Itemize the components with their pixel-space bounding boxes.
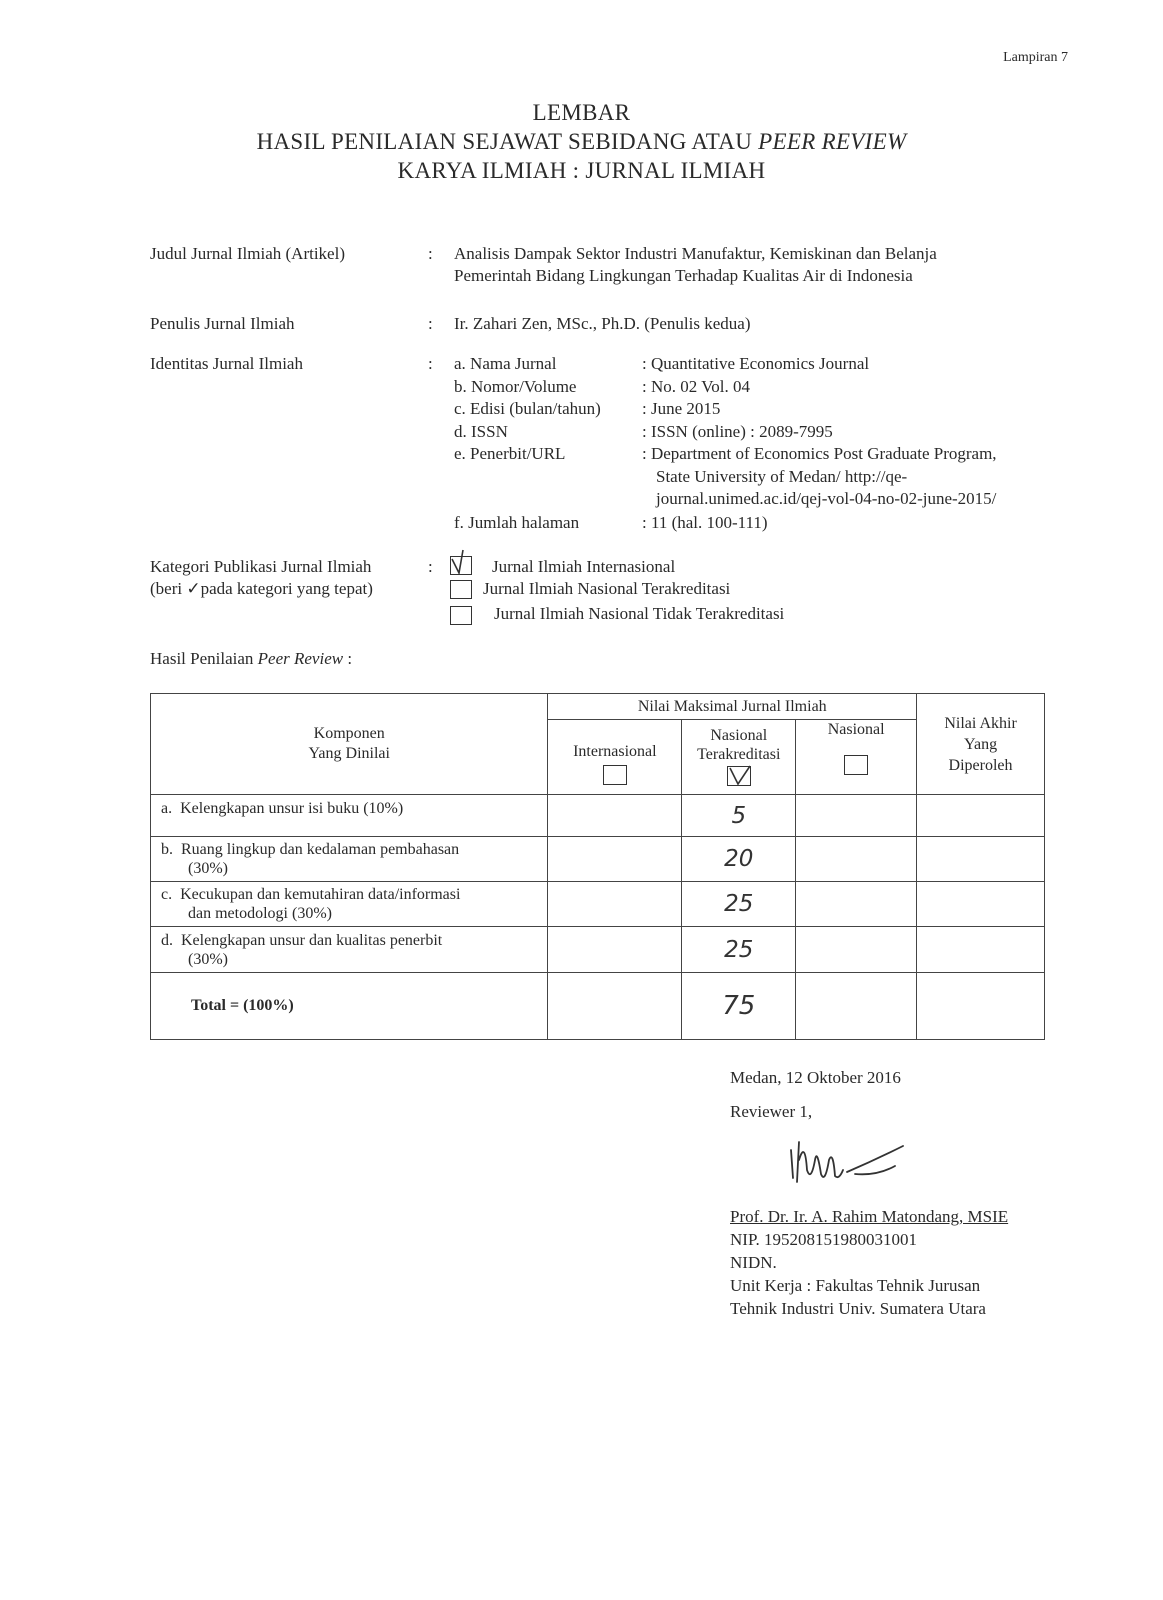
category-option-label: Jurnal Ilmiah Nasional Tidak Terakreditasi	[494, 604, 785, 623]
max-score-header: Nilai Maksimal Jurnal Ilmiah	[548, 694, 917, 720]
final-score-header-line: Nilai Akhir	[944, 714, 1017, 732]
reviewer-nidn: NIDN.	[730, 1253, 777, 1272]
row-letter: b.	[161, 841, 173, 858]
row-text: (30%)	[188, 950, 228, 968]
col-international-label: Internasional	[573, 742, 657, 760]
review-heading-italic: Peer Review	[257, 649, 344, 668]
col-accredited-label: Terakreditasi	[697, 746, 781, 763]
category-option-label: Jurnal Ilmiah Internasional	[492, 557, 676, 576]
score-value: 25	[682, 927, 796, 973]
cell-final	[917, 837, 1045, 882]
identity-item-label: e. Penerbit/URL	[454, 444, 566, 463]
title-line-3: KARYA ILMIAH : JURNAL ILMIAH	[397, 158, 766, 183]
title-line-2-italic: PEER REVIEW	[758, 129, 907, 154]
review-heading-main: Hasil Penilaian	[150, 649, 258, 668]
category-hint: (beri ✓pada kategori yang tepat)	[150, 579, 373, 598]
table-row	[151, 795, 1045, 837]
cell-international	[548, 795, 682, 837]
final-score-header-line: Diperoleh	[948, 756, 1013, 774]
reviewer-unit-line-1: Unit Kerja : Fakultas Tehnik Jurusan	[730, 1276, 981, 1295]
identity-item-label: a. Nama Jurnal	[454, 354, 557, 373]
identity-item-value: State University of Medan/ http://qe-	[656, 466, 908, 486]
colon: :	[428, 354, 433, 373]
check-mark-icon	[449, 547, 471, 575]
cell-national	[796, 837, 917, 882]
col-accredited	[682, 720, 796, 795]
component-header-line: Komponen	[313, 725, 385, 742]
cell-final	[917, 927, 1045, 973]
cell-international	[548, 837, 682, 882]
author-label: Penulis Jurnal Ilmiah	[150, 314, 295, 333]
final-score-header-line: Yang	[964, 735, 998, 753]
cell-national	[796, 882, 917, 927]
row-text: Kecukupan dan kemutahiran data/informasi	[180, 886, 461, 903]
cell-national	[796, 795, 917, 837]
row-label	[151, 795, 548, 837]
identity-item-value: : Quantitative Economics Journal	[642, 354, 870, 373]
cell-national	[796, 927, 917, 973]
row-text: Kelengkapan unsur isi buku (10%)	[180, 800, 404, 817]
col-accredited-label: Nasional	[710, 727, 768, 744]
cell-international	[548, 927, 682, 973]
national-checkbox[interactable]	[844, 755, 868, 775]
cell-final	[917, 795, 1045, 837]
col-national	[796, 720, 917, 795]
identity-label: Identitas Jurnal Ilmiah	[150, 354, 303, 373]
reviewer-unit-line-2: Tehnik Industri Univ. Sumatera Utara	[730, 1299, 986, 1318]
article-label: Judul Jurnal Ilmiah (Artikel)	[150, 244, 345, 263]
category-checkbox-not-accredited[interactable]	[450, 606, 472, 625]
title-line-1: LEMBAR	[532, 100, 631, 125]
row-letter: c.	[161, 886, 173, 903]
colon: :	[428, 557, 433, 576]
row-text: (30%)	[188, 860, 228, 877]
category-label: Kategori Publikasi Jurnal Ilmiah	[150, 557, 372, 576]
colon: :	[428, 244, 433, 263]
row-text: Ruang lingkup dan kedalaman pembahasan	[181, 841, 460, 858]
attachment-label: Lampiran 7	[1003, 50, 1068, 65]
international-checkbox[interactable]	[603, 765, 627, 785]
identity-item-label: b. Nomor/Volume	[454, 376, 577, 396]
article-title-line-2: Pemerintah Bidang Lingkungan Terhadap Kualitas Air di Indonesia	[454, 266, 913, 285]
total-label: Total = (100%)	[151, 973, 548, 1040]
total-score: 75	[682, 973, 796, 1040]
score-value: 20	[682, 837, 796, 882]
article-title-line-1: Analisis Dampak Sektor Industri Manufaktur, Kemiskinan dan Belanja	[454, 244, 937, 263]
signature-scribble	[785, 1130, 925, 1190]
cell-international	[548, 882, 682, 927]
category-checkbox-accredited[interactable]	[450, 580, 472, 599]
title-line-2	[0, 128, 1163, 155]
table-row-total	[151, 973, 1045, 1040]
author-value: Ir. Zahari Zen, MSc., Ph.D. (Penulis kedua)	[454, 314, 751, 333]
score-value: 25	[682, 882, 796, 927]
row-text: Kelengkapan unsur dan kualitas penerbit	[181, 931, 443, 949]
place-date: Medan, 12 Oktober 2016	[730, 1068, 901, 1087]
score-value: 5	[682, 795, 796, 837]
identity-item-label: c. Edisi (bulan/tahun)	[454, 399, 601, 418]
title-line-2-main: HASIL PENILAIAN SEJAWAT SEBIDANG ATAU	[256, 129, 759, 154]
identity-item-value: : No. 02 Vol. 04	[642, 376, 751, 396]
reviewer-role: Reviewer 1,	[730, 1102, 813, 1121]
cell-international	[548, 973, 682, 1040]
row-label	[151, 837, 548, 882]
accredited-checkbox[interactable]	[727, 766, 751, 786]
table-row	[151, 837, 1045, 882]
col-international	[548, 720, 682, 795]
identity-item-value: : ISSN (online) : 2089-7995	[642, 421, 833, 441]
review-heading-suffix: :	[343, 649, 353, 668]
cell-national	[796, 973, 917, 1040]
identity-item-label: d. ISSN	[454, 421, 508, 441]
table-row	[151, 927, 1045, 973]
final-score-header	[917, 694, 1045, 795]
identity-item-value: : Department of Economics Post Graduate Program,	[642, 444, 997, 463]
reviewer-name: Prof. Dr. Ir. A. Rahim Matondang, MSIE	[730, 1207, 1009, 1226]
colon: :	[428, 314, 433, 333]
row-label	[151, 882, 548, 927]
cell-final	[917, 973, 1045, 1040]
category-option-label: Jurnal Ilmiah Nasional Terakreditasi	[483, 579, 731, 598]
review-heading	[150, 648, 352, 670]
row-letter: a.	[161, 800, 173, 817]
row-letter: d.	[161, 931, 173, 949]
col-national-label: Nasional	[827, 720, 885, 738]
table-row	[151, 882, 1045, 927]
category-checkbox-international[interactable]	[450, 556, 472, 575]
identity-item-value: : 11 (hal. 100-111)	[642, 513, 768, 532]
component-header	[151, 694, 548, 795]
identity-item-label: f. Jumlah halaman	[454, 513, 580, 532]
row-label	[151, 927, 548, 973]
reviewer-nip: NIP. 195208151980031001	[730, 1230, 918, 1249]
cell-final	[917, 882, 1045, 927]
row-text: dan metodologi (30%)	[188, 905, 332, 922]
component-header-line: Yang Dinilai	[308, 745, 390, 762]
identity-item-value: : June 2015	[642, 399, 721, 418]
identity-item-value: journal.unimed.ac.id/qej-vol-04-no-02-june-2015/	[656, 489, 997, 508]
check-mark-icon	[726, 764, 752, 786]
score-table	[150, 693, 1045, 1040]
